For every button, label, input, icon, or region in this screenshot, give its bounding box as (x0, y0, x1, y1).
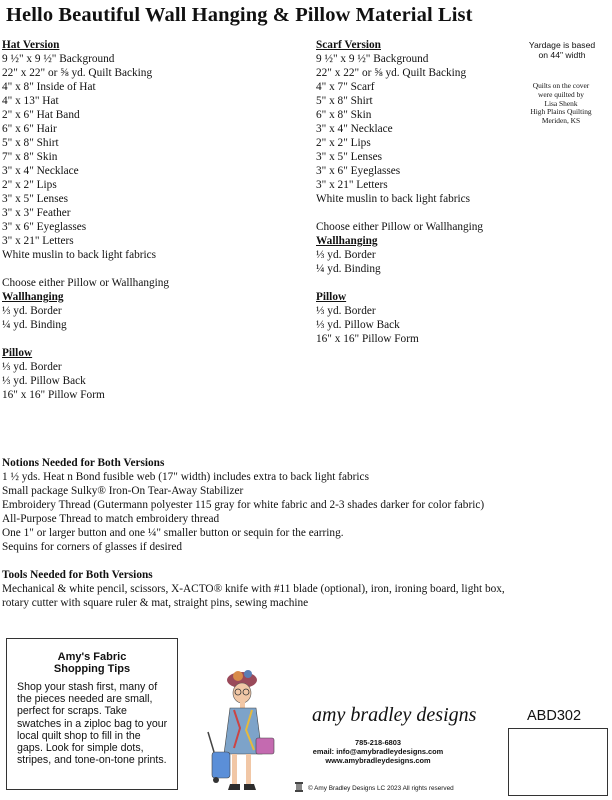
list-item: ⅓ yd. Border (2, 361, 62, 373)
notions-section (2, 456, 484, 554)
list-item: 3" x 6" Eyeglasses (316, 165, 401, 177)
list-item: 2" x 2" Lips (2, 179, 57, 191)
list-item: 4" x 7" Scarf (316, 81, 375, 93)
list-item: White muslin to back light fabrics (2, 249, 157, 261)
tools-section (2, 568, 505, 610)
list-item: 7" x 8" Skin (2, 151, 58, 163)
list-item: 3" x 6" Eyeglasses (2, 221, 87, 233)
wallhanging-heading: Wallhanging (316, 235, 378, 247)
list-item: Sequins for corners of glasses if desired (2, 541, 183, 553)
spool-icon (293, 781, 305, 793)
list-item: ¼ yd. Binding (2, 319, 67, 331)
hat-version-heading: Hat Version (2, 39, 60, 51)
list-item: 1 ½ yds. Heat n Bond fusible web (17" width) includes extra to back light fabrics (2, 471, 369, 483)
list-item: 6" x 6" Hair (2, 123, 57, 135)
list-item: 3" x 21" Letters (316, 179, 388, 191)
list-item: Embroidery Thread (Gutermann polyester 115 gray for white fabric and 2-3 shades darker for color fabric) (2, 499, 485, 511)
wallhanging-heading: Wallhanging (2, 291, 64, 303)
list-item: 2" x 6" Hat Band (2, 109, 80, 121)
list-item: 5" x 8" Shirt (316, 95, 373, 107)
list-item: 2" x 2" Lips (316, 137, 371, 149)
tips-title: Amy's Fabric Shopping Tips (53, 651, 131, 675)
list-item: One 1" or larger button and one ¼" smaller button or sequin for the earring. (2, 527, 344, 539)
list-item: rotary cutter with square ruler & mat, straight pins, sewing machine (2, 597, 309, 609)
pattern-number: ABD302 (527, 708, 582, 724)
pillow-heading: Pillow (316, 291, 347, 303)
list-item: 3" x 4" Necklace (316, 123, 393, 135)
list-item: 4" x 13" Hat (2, 95, 59, 107)
list-item: 16" x 16" Pillow Form (316, 333, 419, 345)
list-item: ⅓ yd. Border (2, 305, 62, 317)
yardage-note: Yardage is based on 44" width (528, 40, 596, 60)
list-item: ⅓ yd. Pillow Back (2, 375, 86, 387)
list-item: 5" x 8" Shirt (2, 137, 59, 149)
list-item: Mechanical & white pencil, scissors, X-ACTO® knife with #11 blade (optional), iron, ironing board, light box, (2, 583, 505, 595)
list-item: ⅓ yd. Border (316, 305, 376, 317)
pillow-heading: Pillow (2, 347, 33, 359)
list-item: All-Purpose Thread to match embroidery thread (2, 513, 220, 525)
label-box (508, 728, 608, 796)
list-item: ¼ yd. Binding (316, 263, 381, 275)
page-title: Hello Beautiful Wall Hanging & Pillow Material List (6, 4, 473, 26)
tools-heading: Tools Needed for Both Versions (2, 569, 153, 581)
website: www.amybradleydesigns.com (325, 756, 431, 765)
shopping-tips-box (6, 638, 178, 790)
choose-note: Choose either Pillow or Wallhanging (2, 277, 170, 289)
notions-heading: Notions Needed for Both Versions (2, 457, 165, 469)
list-item: 22" x 22" or ⅝ yd. Quilt Backing (316, 67, 467, 79)
tips-body: Shop your stash first, many of the pieces needed are small, perfect for scraps. Take swatches in a ziploc bag to your local quilt shop to fill in the gaps. Look for simple dots, stripes, and tone-on-tone prints. (17, 681, 168, 767)
list-item: 9 ½" x 9 ½" Background (316, 53, 429, 65)
contact-info (304, 738, 452, 765)
copyright-notice: © Amy Bradley Designs LC 2023 All rights reserved (308, 785, 454, 792)
list-item: 3" x 21" Letters (2, 235, 74, 247)
list-item: 3" x 5" Lenses (2, 193, 69, 205)
list-item: Small package Sulky® Iron-On Tear-Away Stabilizer (2, 485, 244, 497)
email-address: email: info@amybradleydesigns.com (312, 747, 444, 756)
brand-logo: amy bradley designs (312, 704, 477, 726)
phone-number: 785-218-6803 (354, 738, 402, 747)
choose-note: Choose either Pillow or Wallhanging (316, 221, 484, 233)
list-item: 16" x 16" Pillow Form (2, 389, 105, 401)
list-item: 3" x 5" Lenses (316, 151, 383, 163)
list-item: 22" x 22" or ⅝ yd. Quilt Backing (2, 67, 153, 79)
list-item: 3" x 4" Necklace (2, 165, 79, 177)
quilting-credits: Quilts on the cover were quilted by Lisa Shenk High Plains Quilting Meriden, KS (530, 81, 592, 126)
list-item: ⅓ yd. Border (316, 249, 376, 261)
list-item: White muslin to back light fabrics (316, 193, 471, 205)
scarf-version-list (316, 38, 483, 346)
scarf-version-heading: Scarf Version (316, 39, 381, 51)
list-item: 3" x 3" Feather (2, 207, 71, 219)
character-illustration (200, 668, 292, 796)
hat-version-list (2, 38, 169, 402)
list-item: 6" x 8" Skin (316, 109, 372, 121)
list-item: 9 ½" x 9 ½" Background (2, 53, 115, 65)
list-item: 4" x 8" Inside of Hat (2, 81, 96, 93)
list-item: ⅓ yd. Pillow Back (316, 319, 400, 331)
